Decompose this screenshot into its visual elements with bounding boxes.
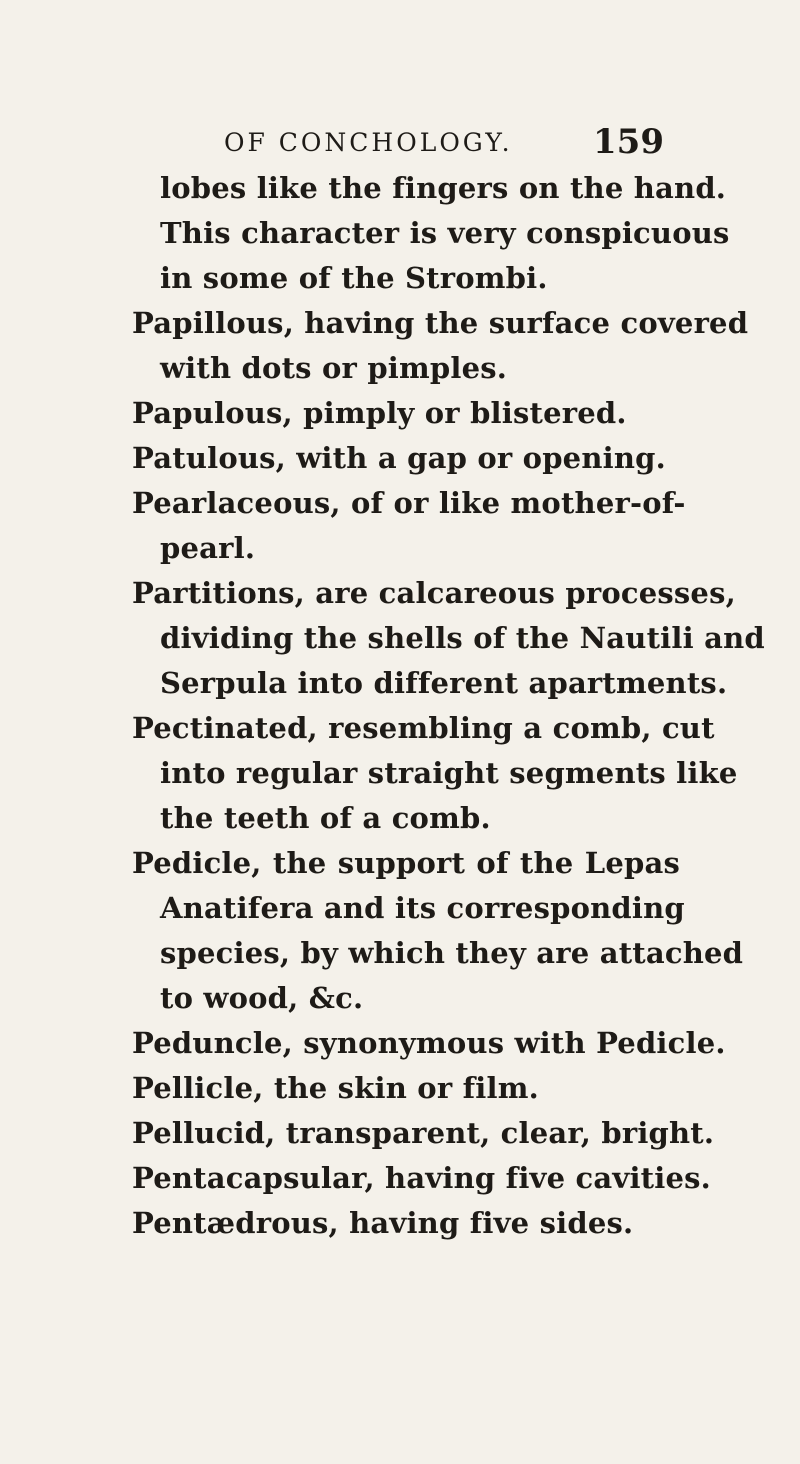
text-line: the teeth of a comb. xyxy=(160,801,491,835)
text-line: lobes like the fingers on the hand. xyxy=(160,171,727,205)
glossary-entry-pellicle: Pellicle, the skin or film. xyxy=(132,1071,539,1105)
text-line: into regular straight segments like xyxy=(160,756,738,790)
running-head: OF CONCHOLOGY. xyxy=(224,128,513,157)
text-line: species, by which they are attached xyxy=(160,936,744,970)
text-line: to wood, &c. xyxy=(160,981,364,1015)
glossary-entry-pedicle: Pedicle, the support of the Lepas xyxy=(132,846,680,880)
text-line: with dots or pimples. xyxy=(160,351,508,385)
glossary-entry-papillous: Papillous, having the surface covered xyxy=(132,306,749,340)
text-line: Serpula into different apartments. xyxy=(160,666,728,700)
glossary-entry-pellucid: Pellucid, transparent, clear, bright. xyxy=(132,1116,715,1150)
glossary-entry-pentaedrous: Pentædrous, having five sides. xyxy=(132,1206,634,1240)
text-line: This character is very conspicuous xyxy=(160,216,730,250)
glossary-entry-peduncle: Peduncle, synonymous with Pedicle. xyxy=(132,1026,726,1060)
glossary-entry-pearlaceous: Pearlaceous, of or like mother-of- xyxy=(132,486,686,520)
glossary-entry-patulous: Patulous, with a gap or opening. xyxy=(132,441,666,475)
glossary-entry-papulous: Papulous, pimply or blistered. xyxy=(132,396,627,430)
text-line: in some of the Strombi. xyxy=(160,261,548,295)
text-line: Anatifera and its corresponding xyxy=(160,891,685,925)
page-header xyxy=(224,122,664,162)
text-line: dividing the shells of the Nautili and xyxy=(160,621,765,655)
glossary-entry-pentacapsular: Pentacapsular, having five cavities. xyxy=(132,1161,711,1195)
glossary-entry-pectinated: Pectinated, resembling a comb, cut xyxy=(132,711,715,745)
page-number: 159 xyxy=(593,122,664,162)
glossary-entry-partitions: Partitions, are calcareous processes, xyxy=(132,576,736,610)
text-line: pearl. xyxy=(160,531,256,565)
